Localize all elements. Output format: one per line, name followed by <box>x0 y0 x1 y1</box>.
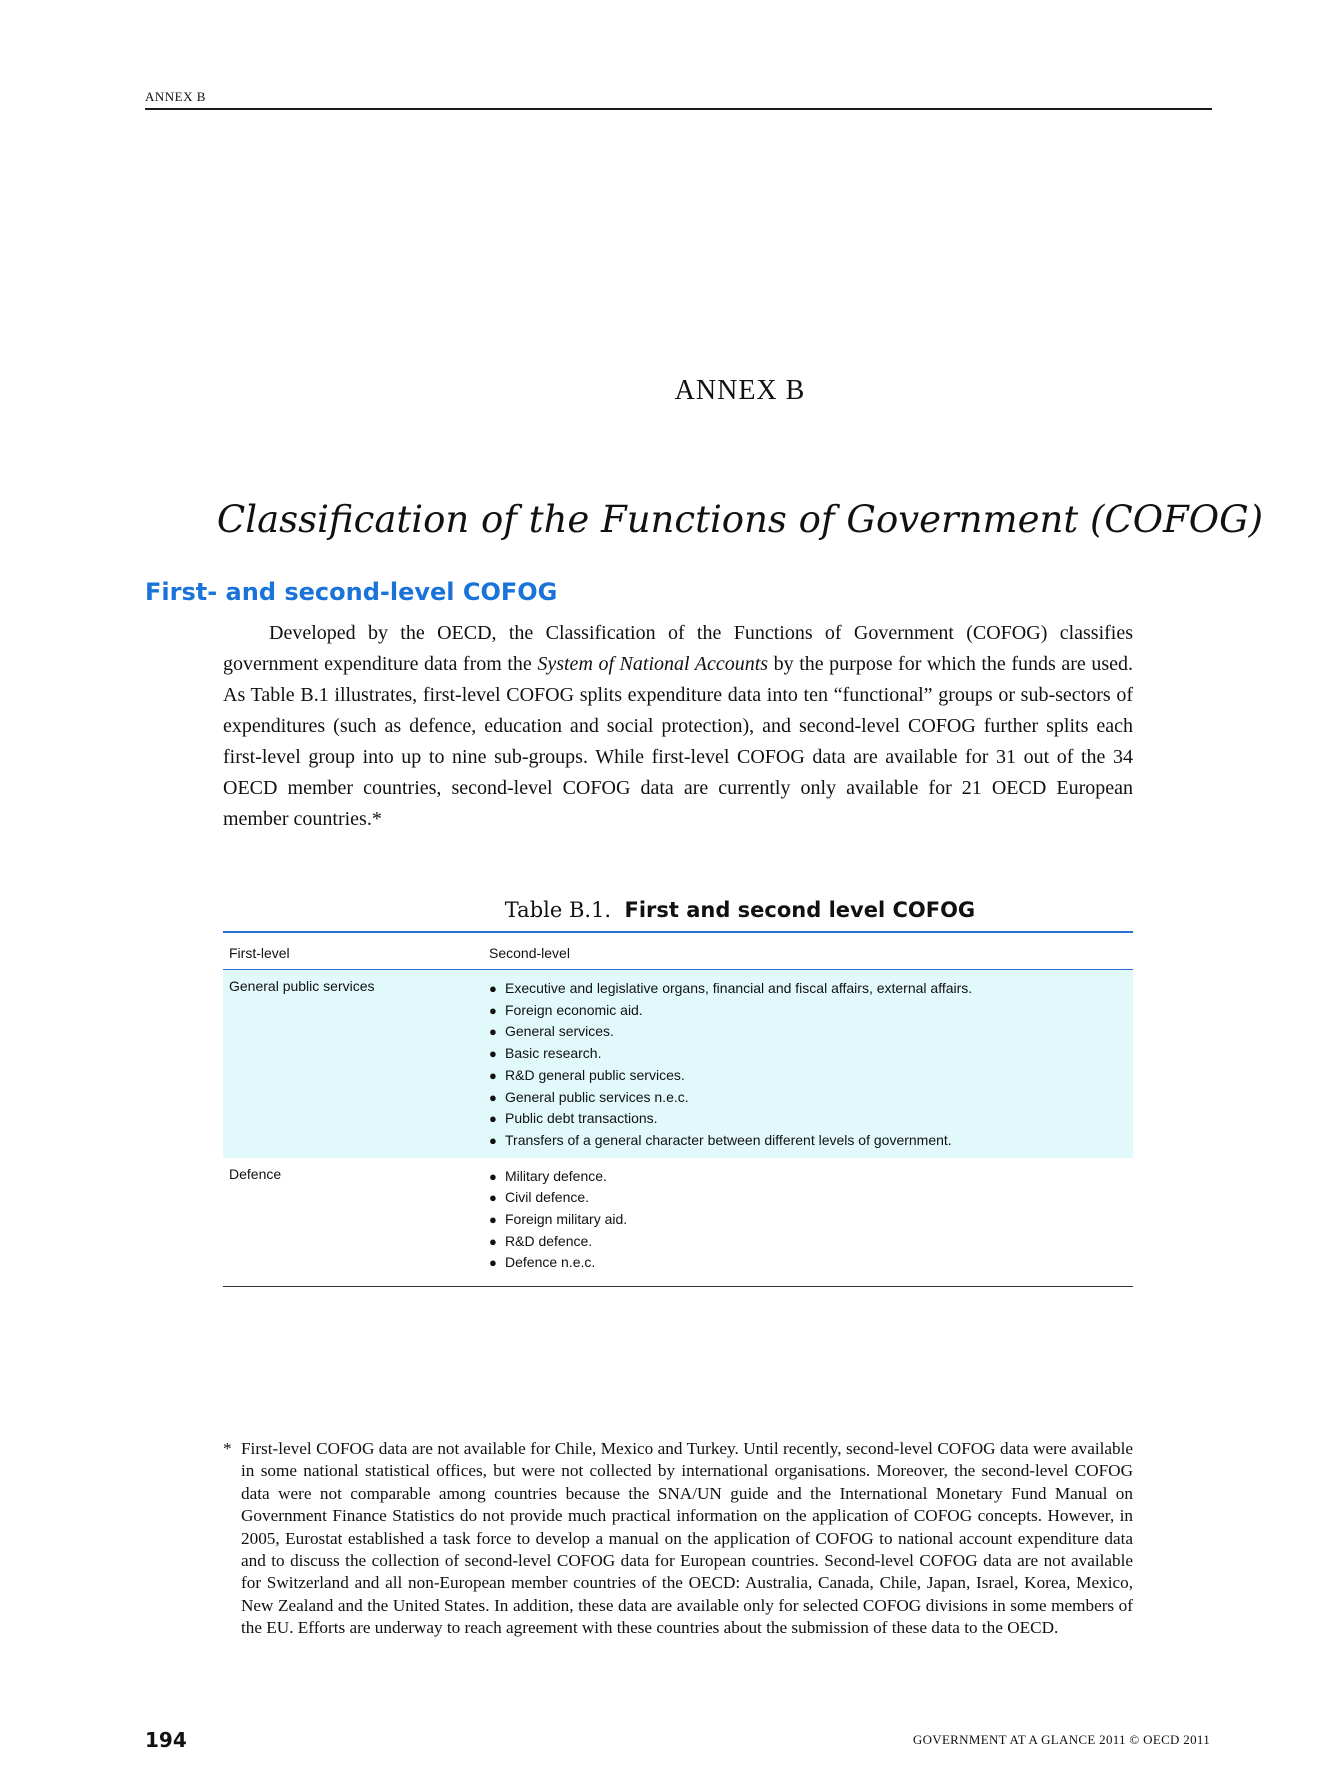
bullet-icon: ● <box>489 1046 497 1062</box>
bullet-icon: ● <box>489 1067 497 1083</box>
second-level-list <box>223 970 1133 1158</box>
list-item <box>489 978 1133 1000</box>
header-rule <box>145 108 1212 110</box>
list-item-text: Defence n.e.c. <box>505 1254 596 1271</box>
list-item-text: Foreign military aid. <box>505 1211 628 1228</box>
page-number: 194 <box>145 1728 187 1752</box>
bullet-icon: ● <box>489 1002 497 1018</box>
bullet-icon: ● <box>489 1168 497 1184</box>
table-caption-number: Table B.1. <box>504 898 612 922</box>
paragraph-italic: System of National Accounts <box>537 653 769 675</box>
list-item <box>489 1166 1133 1188</box>
bullet-icon: ● <box>489 1089 497 1105</box>
footnote-mark: * <box>223 1439 232 1458</box>
list-item <box>489 1130 1133 1152</box>
paragraph-text-1: Developed by the OECD, the Classification of the Functions of Government (COFOG) classifies government expenditure data from the <box>223 622 1133 675</box>
second-level-list <box>223 1158 1133 1281</box>
list-item-text: Transfers of a general character between different levels of government. <box>505 1131 952 1148</box>
bullet-icon: ● <box>489 1111 497 1127</box>
page-title: Classification of the Functions of Government (COFOG) <box>216 498 1264 541</box>
table-caption <box>0 898 1340 922</box>
table-bottom-rule <box>223 1286 1133 1287</box>
body-paragraph <box>223 618 1133 835</box>
list-item <box>489 1087 1133 1109</box>
bullet-icon: ● <box>489 1255 497 1271</box>
list-item-text: R&D general public services. <box>505 1066 685 1083</box>
list-item-text: Military defence. <box>505 1167 607 1184</box>
bullet-icon: ● <box>489 1233 497 1249</box>
list-item <box>489 1108 1133 1130</box>
cofog-table <box>223 931 1133 1287</box>
first-level-cell: General public services <box>229 978 375 994</box>
bullet-icon: ● <box>489 1212 497 1228</box>
list-item-text: Basic research. <box>505 1045 602 1062</box>
table-row <box>223 1158 1133 1281</box>
list-item <box>489 1252 1133 1274</box>
list-item <box>489 1209 1133 1231</box>
footnote <box>223 1438 1133 1640</box>
table-body <box>223 970 1133 1280</box>
section-heading: First- and second-level COFOG <box>145 578 558 606</box>
list-item <box>489 1187 1133 1209</box>
column-header-first-level: First-level <box>229 945 290 961</box>
list-item-text: Executive and legislative organs, financial and fiscal affairs, external affairs. <box>505 980 973 996</box>
table-row <box>223 970 1133 1158</box>
list-item <box>489 1000 1133 1022</box>
bullet-icon: ● <box>489 1132 497 1148</box>
bullet-icon: ● <box>489 1190 497 1206</box>
running-foot: GOVERNMENT AT A GLANCE 2011 © OECD 2011 <box>912 1732 1210 1747</box>
list-item <box>489 1043 1133 1065</box>
running-head: ANNEX B <box>145 89 206 104</box>
table-header-row <box>223 933 1133 969</box>
footnote-text: First-level COFOG data are not available for Chile, Mexico and Turkey. Until recently, second-level COFOG data were available in some national statistical offices, but were not collected by international organisations. Moreover, the second-level COFOG data were not comparable among countries because the SNA/UN guide and the International Monetary Fund Manual on Government Finance Statistics do not provide much practical information on the application of COFOG concepts. However, in 2005, Eurostat established a task force to develop a manual on the application of COFOG to national account expenditure data and to discuss the collection of second-level COFOG data for European countries. Second-level COFOG data are not available for Switzerland and all non-European member countries of the OECD: Australia, Canada, Chile, Japan, Israel, Korea, Mexico, New Zealand and the United States. In addition, these data are available only for selected COFOG divisions in some members of the EU. Efforts are underway to reach agreement with these countries about the submission of these data to the OECD. <box>241 1439 1133 1638</box>
paragraph-text-2: by the purpose for which the funds are used. As Table B.1 illustrates, first-level COFOG splits expenditure data into ten “functional” groups or sub-sectors of expenditures (such as defence, education and social protection), and second-level COFOG further splits each first-level group into up to nine sub-groups. While first-level COFOG data are available for 31 out of the 34 OECD member countries, second-level COFOG data are currently only available for 21 OECD European member countries.* <box>223 653 1133 830</box>
list-item <box>489 1021 1133 1043</box>
list-item-text: Foreign economic aid. <box>505 1001 643 1018</box>
column-header-second-level: Second-level <box>489 945 570 961</box>
list-item <box>489 1231 1133 1253</box>
bullet-icon: ● <box>489 981 497 996</box>
annex-label: ANNEX B <box>674 375 806 406</box>
list-item-text: Public debt transactions. <box>505 1110 658 1127</box>
list-item-text: R&D defence. <box>505 1232 593 1249</box>
first-level-cell: Defence <box>229 1165 282 1182</box>
list-item-text: General services. <box>505 1023 614 1040</box>
list-item-text: General public services n.e.c. <box>505 1088 689 1105</box>
bullet-icon: ● <box>489 1024 497 1040</box>
list-item <box>489 1065 1133 1087</box>
list-item-text: Civil defence. <box>505 1189 590 1206</box>
table-caption-title: First and second level COFOG <box>624 898 976 922</box>
